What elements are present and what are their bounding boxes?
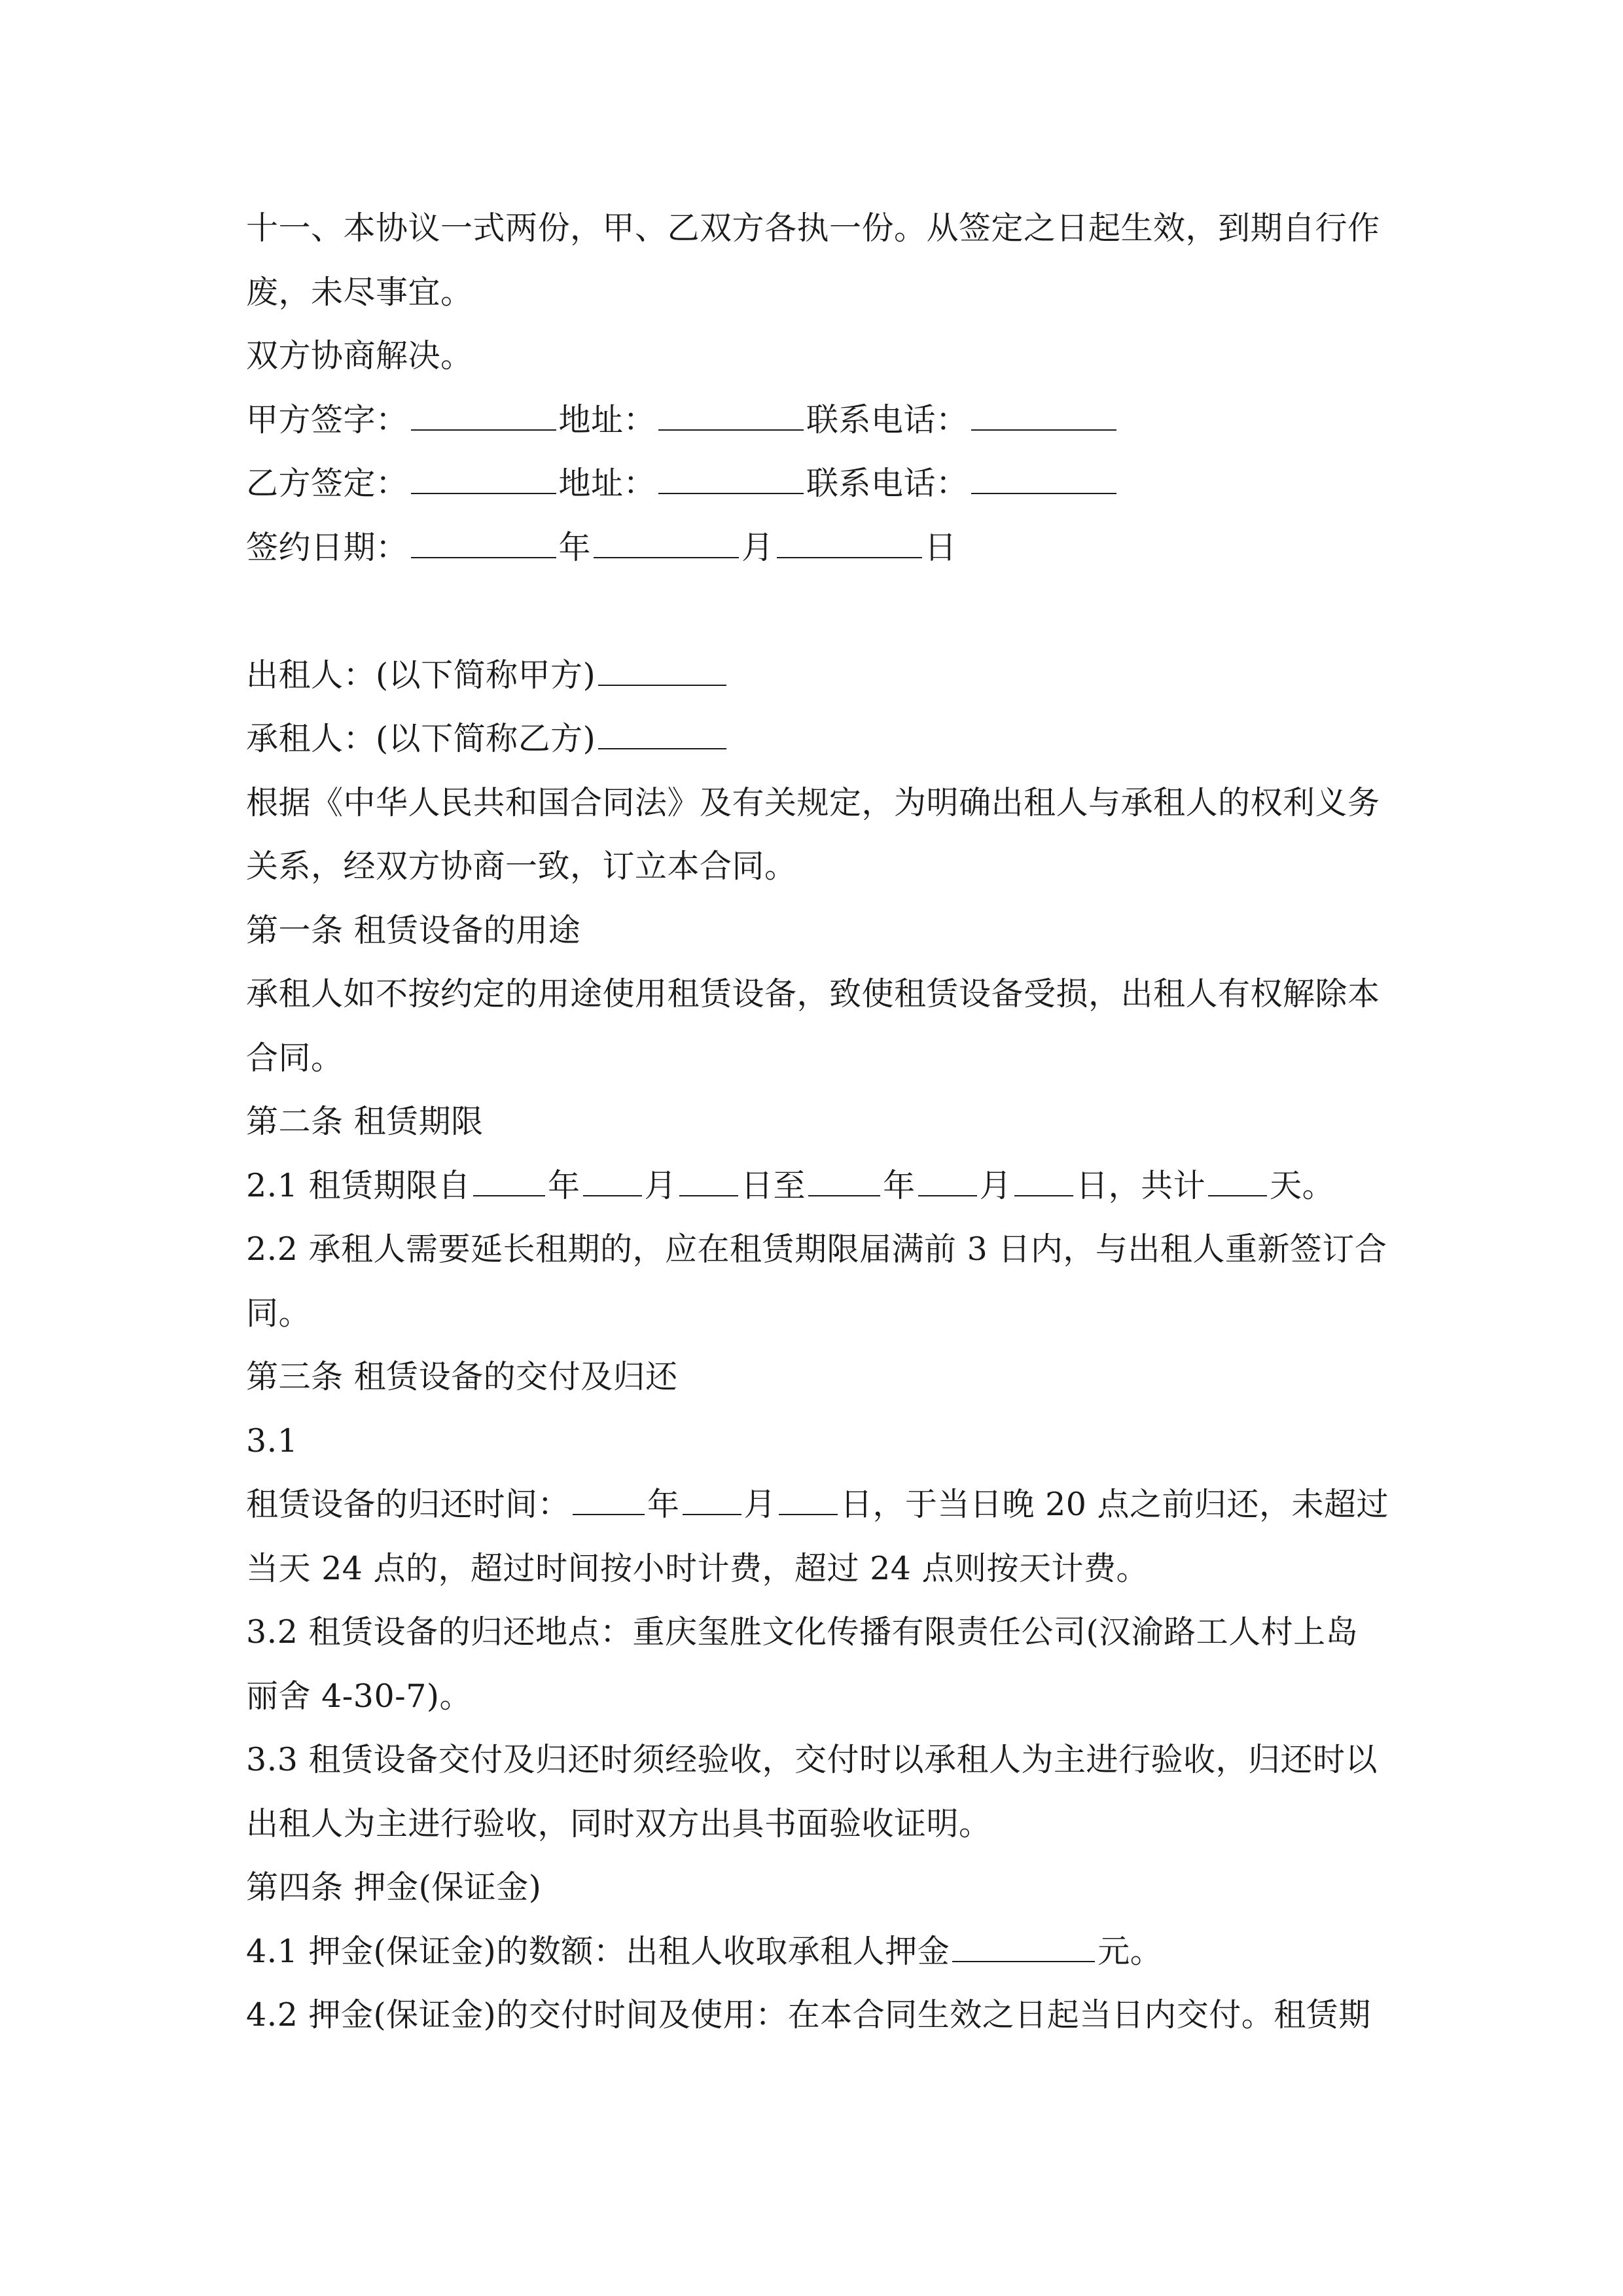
lessee-label: 承租人：(以下简称乙方)	[246, 720, 596, 757]
lease-period-prefix: 2.1 租赁期限自	[246, 1166, 471, 1204]
article-2-2-line-1: 2.2 承租人需要延长租期的，应在租赁期限届满前 3 日内，与出租人重新签订合	[246, 1230, 1387, 1268]
lease-start-month-label: 月	[644, 1166, 677, 1204]
signing-date-label: 签约日期：	[246, 528, 408, 566]
preamble-line-2: 关系，经双方协商一致，订立本合同。	[246, 848, 797, 885]
lessor-blank	[598, 645, 726, 686]
party-a-signature-row	[246, 388, 1385, 452]
article-1-line-1: 承租人如不按约定的用途使用租赁设备，致使租赁设备受损，出租人有权解除本	[246, 975, 1380, 1013]
lease-start-day-blank	[679, 1156, 738, 1196]
party-b-sign-blank	[411, 454, 556, 494]
signing-year-label: 年	[558, 528, 592, 566]
article-1-title: 第一条 租赁设备的用途	[246, 911, 581, 949]
lease-end-day-label: 日，共计	[1076, 1166, 1206, 1204]
return-time-rest: 日，于当日晚 20 点之前归还，未超过	[840, 1486, 1389, 1523]
party-b-address-blank	[658, 454, 804, 494]
clause-11-line-3: 双方协商解决。	[246, 337, 473, 374]
return-month-blank	[683, 1475, 741, 1515]
party-a-phone-label: 联系电话：	[806, 401, 969, 439]
deposit-amount-blank	[952, 1922, 1095, 1962]
party-b-address-label: 地址：	[558, 465, 656, 502]
return-time-prefix: 租赁设备的归还时间：	[246, 1486, 571, 1523]
signing-day-blank	[777, 518, 922, 558]
article-3-1-row	[246, 1473, 1389, 1537]
lease-total-days-blank	[1208, 1156, 1267, 1196]
return-month-label: 月	[743, 1486, 777, 1523]
party-b-signature-row	[246, 452, 1385, 516]
clause-11-line-1: 十一、本协议一式两份，甲、乙双方各执一份。从签定之日起生效，到期自行作	[246, 209, 1380, 247]
article-4-title: 第四条 押金(保证金)	[246, 1869, 542, 1906]
section-spacer	[246, 579, 1385, 643]
lease-end-month-label: 月	[979, 1166, 1012, 1204]
article-3-1-number: 3.1	[246, 1422, 298, 1460]
lessor-row	[246, 643, 1385, 708]
return-year-label: 年	[647, 1486, 680, 1523]
deposit-amount-suffix: 元。	[1097, 1932, 1163, 1970]
lease-start-year-label: 年	[548, 1166, 580, 1204]
party-a-sign-label: 甲方签字：	[246, 401, 408, 439]
article-3-1-line-2: 当天 24 点的，超过时间按小时计费，超过 24 点则按天计费。	[246, 1549, 1149, 1587]
party-a-sign-blank	[411, 390, 556, 431]
article-3-title: 第三条 租赁设备的交付及归还	[246, 1358, 678, 1395]
signing-month-label: 月	[741, 528, 774, 566]
lessor-label: 出租人：(以下简称甲方)	[246, 656, 596, 694]
lessee-row	[246, 707, 1385, 771]
return-day-blank	[779, 1475, 838, 1515]
lease-start-month-blank	[583, 1156, 642, 1196]
party-b-phone-blank	[971, 454, 1116, 494]
signing-day-label: 日	[924, 528, 957, 566]
clause-11-line-2: 废，未尽事宜。	[246, 273, 473, 311]
signing-month-blank	[594, 518, 739, 558]
party-a-phone-blank	[971, 390, 1116, 431]
article-3-3-line-1: 3.3 租赁设备交付及归还时须经验收，交付时以承租人为主进行验收，归还时以	[246, 1741, 1378, 1778]
lease-end-year-blank	[808, 1156, 880, 1196]
party-a-address-blank	[658, 390, 804, 431]
lease-end-day-blank	[1014, 1156, 1073, 1196]
article-2-2-line-2: 同。	[246, 1294, 312, 1332]
party-b-sign-label: 乙方签定：	[246, 465, 408, 502]
deposit-amount-prefix: 4.1 押金(保证金)的数额：出租人收取承租人押金	[246, 1932, 950, 1970]
party-a-address-label: 地址：	[558, 401, 656, 439]
article-1-line-2: 合同。	[246, 1039, 344, 1077]
signing-year-blank	[411, 518, 556, 558]
article-2-1-row	[246, 1154, 1385, 1218]
contract-body	[246, 196, 1389, 2047]
lease-end-month-blank	[918, 1156, 977, 1196]
article-4-2-line-1: 4.2 押金(保证金)的交付时间及使用：在本合同生效之日起当日内交付。租赁期	[246, 1996, 1371, 2034]
lessee-blank	[598, 709, 726, 749]
article-4-1-row	[246, 1920, 1385, 1984]
return-year-blank	[573, 1475, 645, 1515]
article-3-2-line-1: 3.2 租赁设备的归还地点：重庆玺胜文化传播有限责任公司(汉渝路工人村上岛	[246, 1613, 1359, 1651]
lease-days-label: 天。	[1270, 1166, 1335, 1204]
signing-date-row	[246, 516, 1385, 580]
preamble-line-1: 根据《中华人民共和国合同法》及有关规定，为明确出租人与承租人的权利义务	[246, 783, 1380, 821]
article-3-3-line-2: 出租人为主进行验收，同时双方出具书面验收证明。	[246, 1804, 991, 1842]
lease-start-day-label: 日至	[741, 1166, 806, 1204]
article-3-2-line-2: 丽舍 4-30-7)。	[246, 1677, 473, 1715]
lease-end-year-label: 年	[883, 1166, 916, 1204]
party-b-phone-label: 联系电话：	[806, 465, 969, 502]
lease-start-year-blank	[473, 1156, 545, 1196]
article-2-title: 第二条 租赁期限	[246, 1103, 484, 1140]
